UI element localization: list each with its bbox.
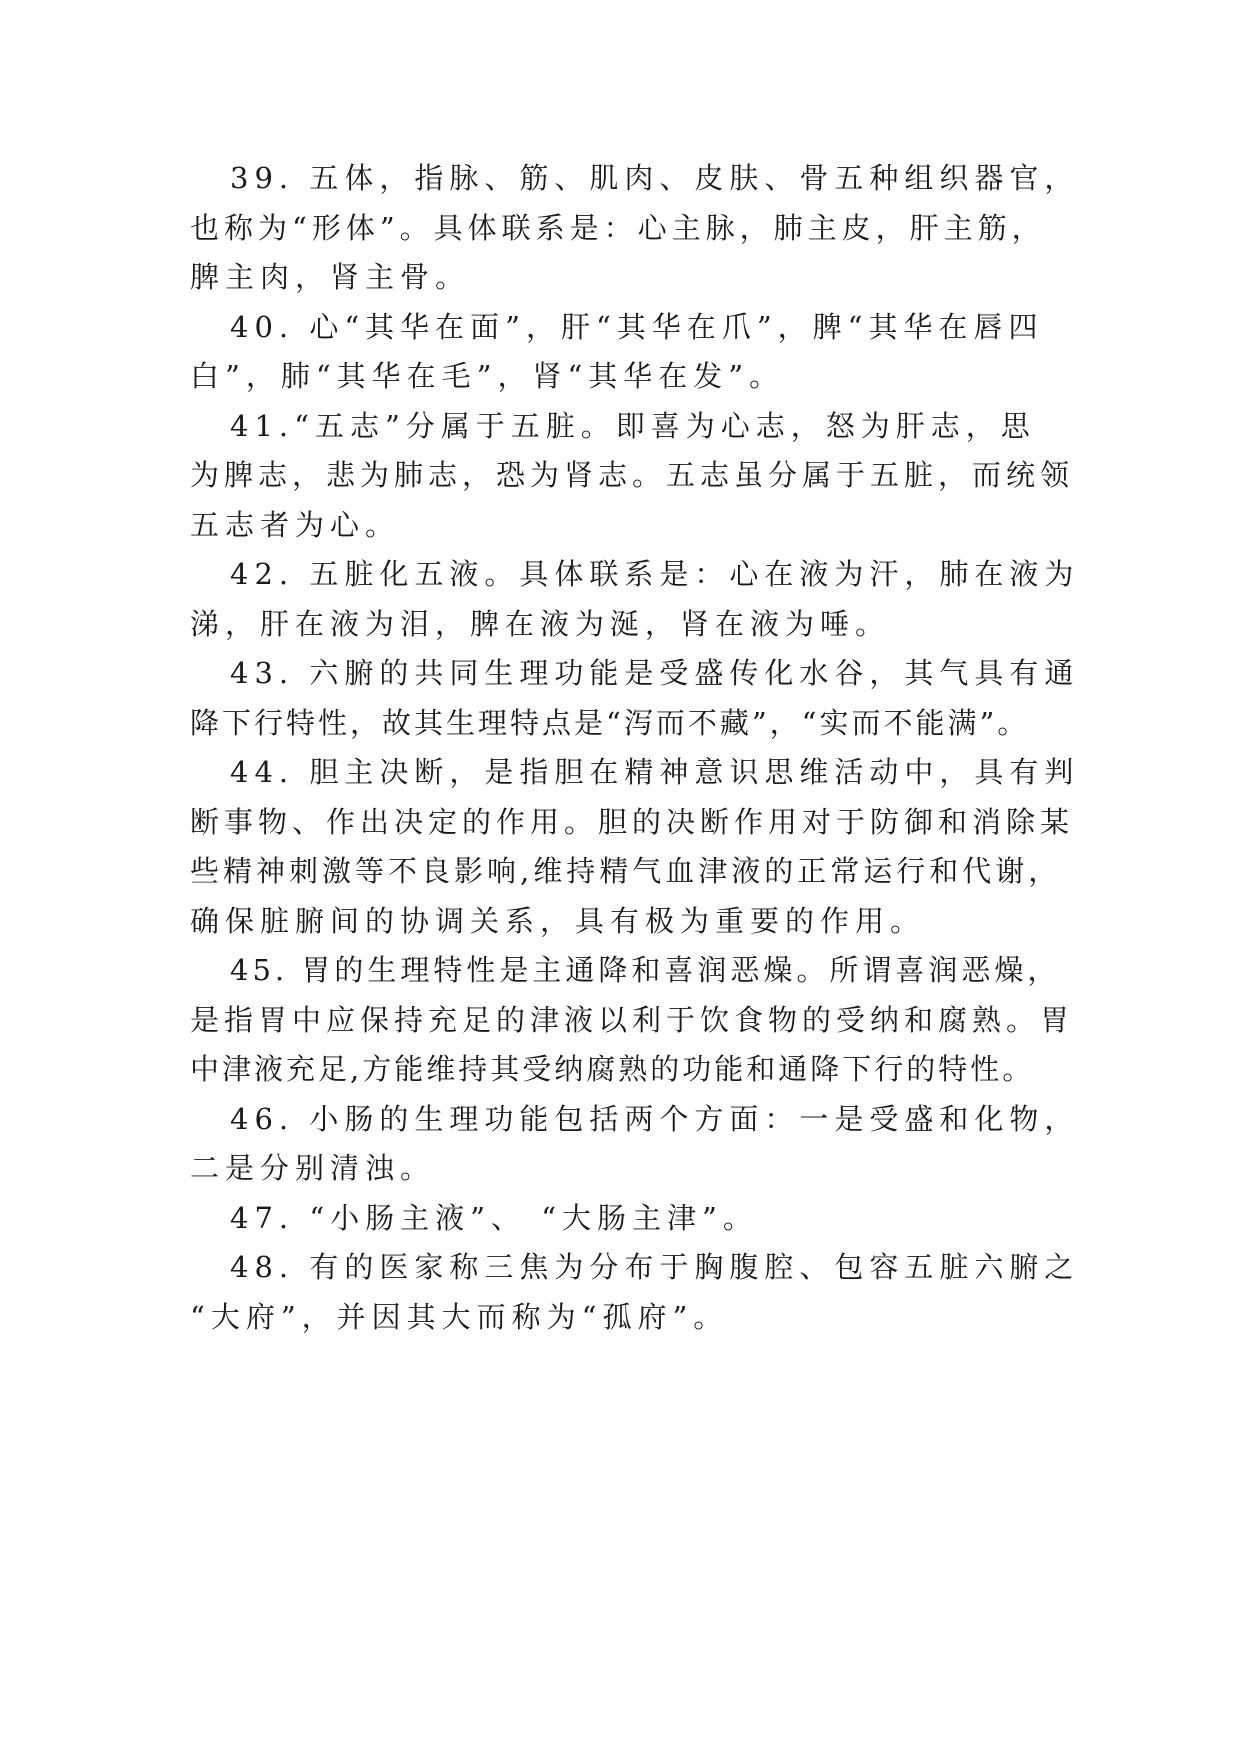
paragraph-46-line-2: 二是分别清浊。 <box>190 1151 436 1185</box>
paragraph-41-line-3: 五志者为心。 <box>190 508 401 542</box>
paragraph-39-line-2: 也称为“形体”。具体联系是：心主脉，肺主皮，肝主筋， <box>190 211 1046 245</box>
paragraph-47-line-1: 47. “小肠主液”、 “大肠主津”。 <box>230 1201 758 1235</box>
paragraph-48-line-1: 48. 有的医家称三焦为分布于胸腹腔、包容五脏六腑之 <box>230 1250 1080 1284</box>
paragraph-45-line-3: 中津液充足,方能维持其受纳腐熟的功能和通降下行的特性。 <box>190 1052 1035 1086</box>
paragraph-41-line-1: 41.“五志”分属于五脏。即喜为心志，怒为肝志，思 <box>230 409 1036 443</box>
paragraph-44-line-3: 些精神刺激等不良影响,维持精气血津液的正常运行和代谢， <box>190 854 1062 888</box>
paragraph-45-line-1: 45. 胃的生理特性是主通降和喜润恶燥。所谓喜润恶燥， <box>230 953 1061 987</box>
paragraph-39-line-3: 脾主肉，肾主骨。 <box>190 260 471 294</box>
paragraph-44-line-1: 44. 胆主决断，是指胆在精神意识思维活动中，具有判 <box>230 755 1080 789</box>
paragraph-45-line-2: 是指胃中应保持充足的津液以利于饮食物的受纳和腐熟。胃 <box>190 1003 1075 1037</box>
paragraph-48-line-2: “大府”，并因其大而称为“孤府”。 <box>190 1300 729 1334</box>
paragraph-42-line-2: 涕，肝在液为泪，脾在液为涎，肾在液为唾。 <box>190 607 891 641</box>
paragraph-44-line-2: 断事物、作出决定的作用。胆的决断作用对于防御和消除某 <box>190 805 1075 839</box>
paragraph-40-line-1: 40. 心“其华在面”，肝“其华在爪”，脾“其华在唇四 <box>230 310 1044 344</box>
paragraph-43-line-2: 降下行特性，故其生理特点是“泻而不藏”，“实而不能满”。 <box>190 706 1030 740</box>
paragraph-40-line-2: 白”，肺“其华在毛”，肾“其华在发”。 <box>190 359 785 393</box>
paragraph-42-line-1: 42. 五脏化五液。具体联系是：心在液为汗，肺在液为 <box>230 557 1080 591</box>
paragraph-39-line-1: 39. 五体，指脉、筋、肌肉、皮肤、骨五种组织器官， <box>230 161 1080 195</box>
paragraph-43-line-1: 43. 六腑的共同生理功能是受盛传化水谷，其气具有通 <box>230 656 1080 690</box>
paragraph-44-line-4: 确保脏腑间的协调关系，具有极为重要的作用。 <box>190 904 926 938</box>
paragraph-46-line-1: 46. 小肠的生理功能包括两个方面：一是受盛和化物， <box>230 1102 1080 1136</box>
paragraph-41-line-2: 为脾志，悲为肺志，恐为肾志。五志虽分属于五脏，而统领 <box>190 458 1075 492</box>
